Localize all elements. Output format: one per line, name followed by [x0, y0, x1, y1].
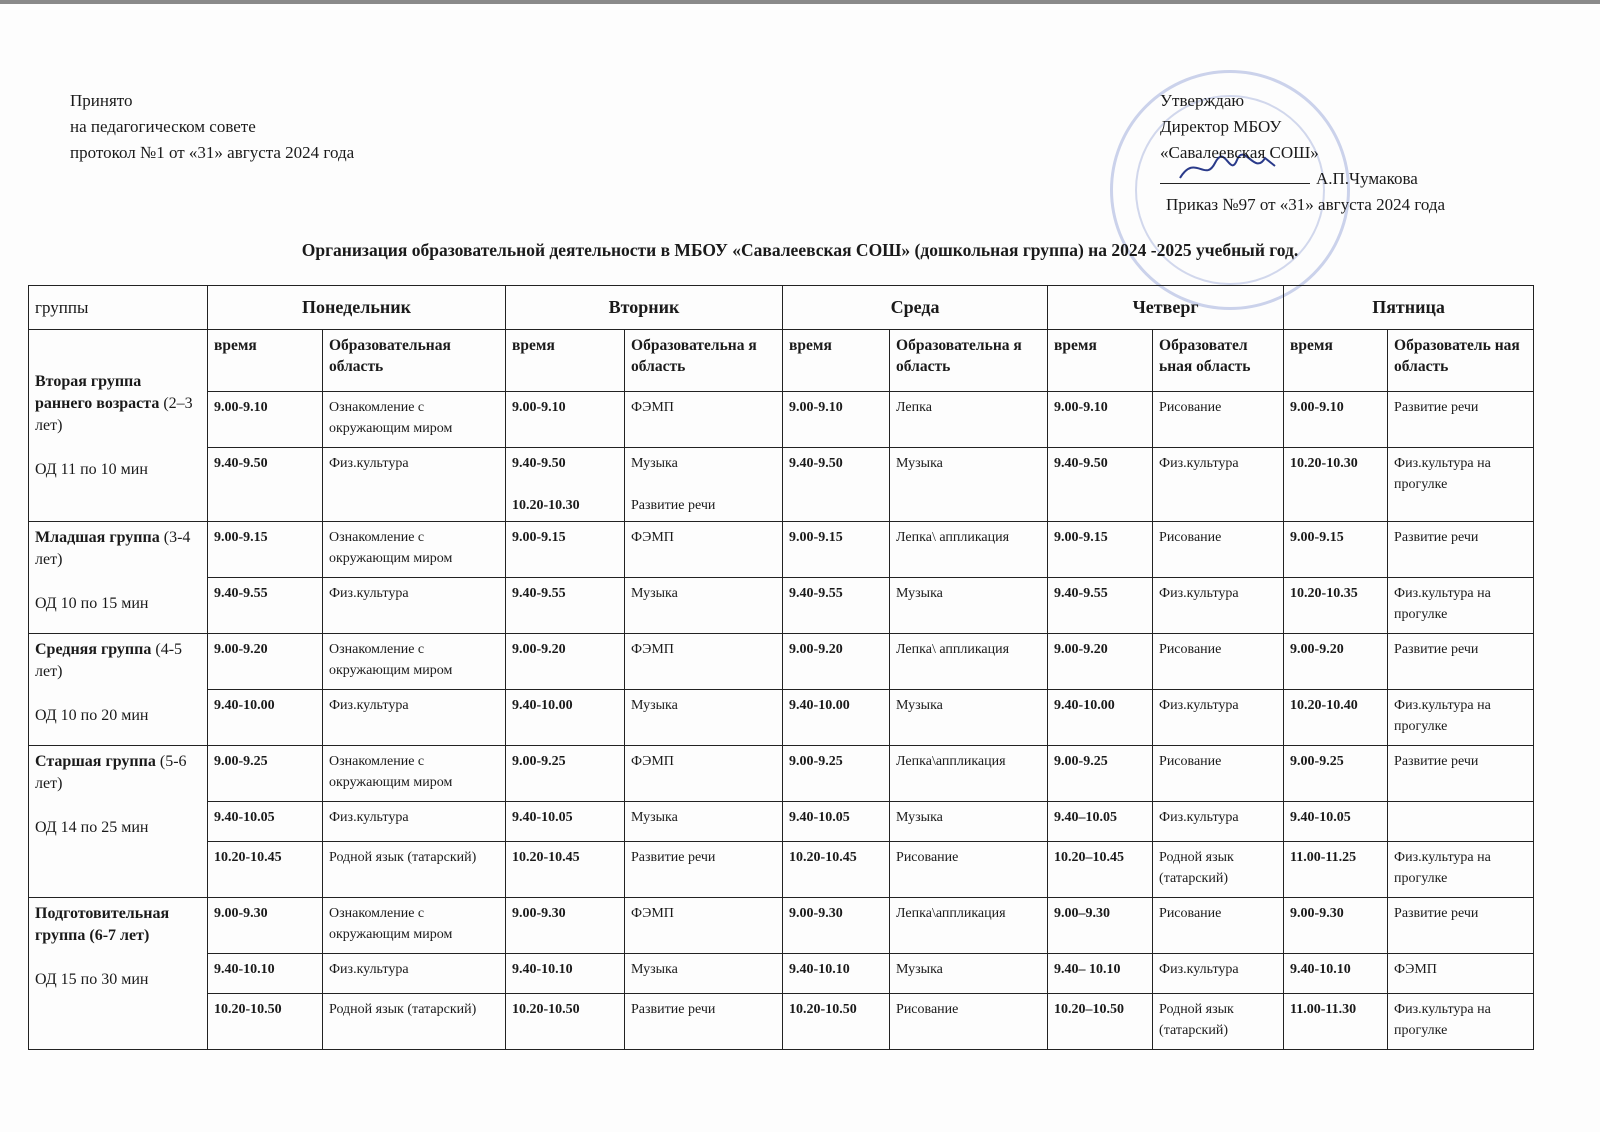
order-line: Приказ №97 от «31» августа 2024 года: [1166, 195, 1446, 214]
group-od: ОД 11 по 10 мин: [35, 460, 148, 478]
time-cell: 9.40-9.50: [783, 448, 890, 522]
subject-cell: Рисование: [1153, 746, 1284, 802]
time-header: время: [1048, 330, 1153, 392]
time-cell: 9.40-10.05: [1284, 802, 1388, 842]
time-header: время: [208, 330, 323, 392]
subject-cell: Ознакомление с окружающим миром: [323, 392, 506, 448]
time-cell: 9.00-9.10: [506, 392, 625, 448]
group-age: (4-5 лет): [35, 641, 183, 680]
time-header: время: [506, 330, 625, 392]
time-cell: 9.40-9.55: [783, 578, 890, 634]
time-cell: 9.40-9.50: [1048, 448, 1153, 522]
time-cell: 10.20-10.50: [208, 994, 323, 1050]
time-cell: 9.00-9.30: [1284, 898, 1388, 954]
time-cell: 9.40-10.10: [783, 954, 890, 994]
approved-line: Директор МБОУ: [1160, 117, 1282, 136]
subject-cell: [1388, 802, 1534, 842]
time-cell: 9.00-9.15: [208, 522, 323, 578]
subject-cell: Ознакомление с окружающим миром: [323, 522, 506, 578]
subject-cell: Музыка: [625, 954, 783, 994]
groups-header: группы: [29, 286, 208, 330]
time-cell: 9.00-9.30: [783, 898, 890, 954]
day-header: Вторник: [506, 286, 783, 330]
time-cell: 10.20-10.35: [1284, 578, 1388, 634]
subject-cell: Физ.культура на прогулке: [1388, 994, 1534, 1050]
subject-cell: Музыка Развитие речи: [625, 448, 783, 522]
subject-cell: Рисование: [1153, 898, 1284, 954]
time-cell: 10.20–10.50: [1048, 994, 1153, 1050]
subject-cell: Физ.культура: [1153, 578, 1284, 634]
table-row: [29, 448, 1534, 522]
area-header: Образовател ьная область: [1153, 330, 1284, 392]
table-row: [29, 746, 1534, 802]
time-cell: 9.00-9.15: [1048, 522, 1153, 578]
subject-cell: Рисование: [1153, 522, 1284, 578]
time-header: время: [783, 330, 890, 392]
subject-cell: Развитие речи: [1388, 746, 1534, 802]
time-cell: 9.40-9.55: [1048, 578, 1153, 634]
group-od: ОД 15 по 30 мин: [35, 971, 149, 988]
time-cell: 9.00-9.10: [1048, 392, 1153, 448]
subject-cell: Рисование: [890, 842, 1048, 898]
adopted-line: Принято: [70, 91, 133, 110]
time-cell: 9.00-9.15: [506, 522, 625, 578]
table-row: [29, 634, 1534, 690]
time-cell: 9.00-9.20: [1048, 634, 1153, 690]
area-header: Образовательная область: [323, 330, 506, 392]
subject-cell: Физ.культура: [323, 448, 506, 522]
subject-cell: Рисование: [1153, 634, 1284, 690]
time-cell: 9.40-9.55: [506, 578, 625, 634]
subject-cell: ФЭМП: [625, 898, 783, 954]
time-cell: 11.00-11.25: [1284, 842, 1388, 898]
subject-cell: Физ.культура на прогулке: [1388, 842, 1534, 898]
time-cell: 9.40-10.10: [1284, 954, 1388, 994]
time-cell: 9.00-9.10: [208, 392, 323, 448]
subject-cell: Развитие речи: [625, 842, 783, 898]
subject-cell: Физ.культура: [1153, 690, 1284, 746]
time-cell: 9.40-10.10: [208, 954, 323, 994]
subject-cell: Ознакомление с окружающим миром: [323, 746, 506, 802]
subject-cell: Музыка: [890, 448, 1048, 522]
area-header: Образовательна я область: [625, 330, 783, 392]
schedule-table: [28, 285, 1534, 1050]
group-name: Подготовительная группа (6-7 лет): [35, 905, 170, 944]
adopted-block: [70, 88, 354, 166]
subject-cell: Развитие речи: [1388, 634, 1534, 690]
approved-block: [1160, 88, 1445, 218]
time-cell: 10.20–10.45: [1048, 842, 1153, 898]
table-row: [29, 690, 1534, 746]
subject-cell: Лепка\аппликация: [890, 746, 1048, 802]
time-cell: 10.20-10.50: [506, 994, 625, 1050]
subject-cell: Музыка: [625, 690, 783, 746]
table-row: [29, 578, 1534, 634]
subject-cell: Физ.культура: [1153, 802, 1284, 842]
subject-cell: Лепка\аппликация: [890, 898, 1048, 954]
subject-cell: Родной язык (татарский): [323, 842, 506, 898]
group-cell: [29, 330, 208, 522]
subject-cell: Музыка: [625, 578, 783, 634]
time-cell: 9.40-10.00: [208, 690, 323, 746]
day-header: Пятница: [1284, 286, 1534, 330]
subject-cell: Родной язык (татарский): [1153, 994, 1284, 1050]
time-cell: 9.40–10.05: [1048, 802, 1153, 842]
subject-cell: Ознакомление с окружающим миром: [323, 898, 506, 954]
subject-cell: Родной язык (татарский): [323, 994, 506, 1050]
group-age: (2–3 лет): [35, 394, 193, 434]
day-header-row: [29, 286, 1534, 330]
time-cell: 10.20-10.40: [1284, 690, 1388, 746]
subject-cell: Рисование: [890, 994, 1048, 1050]
time-cell: 10.20-10.50: [783, 994, 890, 1050]
subject-cell: Музыка: [890, 578, 1048, 634]
time-cell: 9.40-10.00: [1048, 690, 1153, 746]
time-cell: 9.00-9.15: [1284, 522, 1388, 578]
subject-cell: Лепка\ аппликация: [890, 634, 1048, 690]
time-cell: 10.20-10.45: [208, 842, 323, 898]
time-cell: 9.40-10.05: [506, 802, 625, 842]
area-header: Образователь ная область: [1388, 330, 1534, 392]
time-cell: 9.00-9.25: [208, 746, 323, 802]
time-cell: 9.00-9.25: [1048, 746, 1153, 802]
time-cell: 10.20-10.45: [506, 842, 625, 898]
table-row: [29, 898, 1534, 954]
subject-cell: ФЭМП: [625, 634, 783, 690]
subject-cell: Физ.культура: [323, 690, 506, 746]
subject-cell: Физ.культура: [323, 802, 506, 842]
subject-cell: Родной язык (татарский): [1153, 842, 1284, 898]
time-header: время: [1284, 330, 1388, 392]
group-cell: [29, 898, 208, 1050]
subject-cell: ФЭМП: [625, 746, 783, 802]
time-cell: 9.40-10.05: [783, 802, 890, 842]
time-cell: 9.40-10.05: [208, 802, 323, 842]
table-row: [29, 842, 1534, 898]
subject-cell: Музыка: [890, 690, 1048, 746]
time-cell: 9.40-10.00: [783, 690, 890, 746]
subject-cell: Физ.культура: [323, 954, 506, 994]
subject-cell: Физ.культура: [1153, 448, 1284, 522]
subject-cell: Физ.культура на прогулке: [1388, 578, 1534, 634]
time-cell: 9.00-9.10: [783, 392, 890, 448]
subject-cell: Развитие речи: [1388, 522, 1534, 578]
time-cell: 9.00–9.30: [1048, 898, 1153, 954]
subject-cell: Физ.культура: [1153, 954, 1284, 994]
table-row: [29, 994, 1534, 1050]
group-od: ОД 10 по 20 мин: [35, 707, 149, 724]
group-od: ОД 10 по 15 мин: [35, 595, 149, 612]
scan-edge: [0, 0, 1600, 4]
time-cell: 9.40-9.50 10.20-10.30: [506, 448, 625, 522]
subject-cell: Музыка: [625, 802, 783, 842]
subject-cell: Лепка\ аппликация: [890, 522, 1048, 578]
time-cell: 9.00-9.20: [506, 634, 625, 690]
group-cell: [29, 634, 208, 746]
time-cell: 9.00-9.25: [506, 746, 625, 802]
time-cell: 9.40-9.50: [208, 448, 323, 522]
subject-cell: Ознакомление с окружающим миром: [323, 634, 506, 690]
group-od: ОД 14 по 25 мин: [35, 819, 149, 836]
approved-line: Утверждаю: [1160, 91, 1245, 110]
time-cell: 9.40-10.00: [506, 690, 625, 746]
signature-line: [1160, 167, 1310, 184]
document-title: Организация образовательной деятельности в МБОУ «Савалеевская СОШ» (дошкольная группа) на 2024 -2025 учебный год.: [301, 240, 1299, 260]
group-name: Вторая группа раннего возраста: [35, 372, 160, 412]
subject-cell: ФЭМП: [625, 522, 783, 578]
time-cell: 9.00-9.15: [783, 522, 890, 578]
time-cell: 10.20-10.30: [1284, 448, 1388, 522]
day-header: Среда: [783, 286, 1048, 330]
time-cell: 9.40– 10.10: [1048, 954, 1153, 994]
subject-cell: Лепка: [890, 392, 1048, 448]
time-cell: 9.00-9.30: [208, 898, 323, 954]
group-name: Младшая группа: [35, 529, 160, 546]
subject-cell: Рисование: [1153, 392, 1284, 448]
time-cell: 9.00-9.25: [1284, 746, 1388, 802]
director-name: А.П.Чумакова: [1316, 169, 1418, 188]
subject-cell: Физ.культура: [323, 578, 506, 634]
time-cell: 11.00-11.30: [1284, 994, 1388, 1050]
adopted-line: на педагогическом совете: [70, 117, 256, 136]
group-age: (5-6 лет): [35, 753, 187, 792]
subject-cell: Развитие речи: [625, 994, 783, 1050]
subject-cell: Музыка: [890, 954, 1048, 994]
subject-cell: Развитие речи: [1388, 392, 1534, 448]
group-cell: [29, 522, 208, 634]
time-cell: 9.40-10.10: [506, 954, 625, 994]
table-row: [29, 802, 1534, 842]
time-cell: 9.00-9.20: [208, 634, 323, 690]
subject-cell: Развитие речи: [1388, 898, 1534, 954]
subheader-row: [29, 330, 1534, 392]
group-name: Средняя группа: [35, 641, 152, 658]
approved-line: «Савалеевская СОШ»: [1160, 143, 1319, 162]
adopted-line: протокол №1 от «31» августа 2024 года: [70, 143, 355, 162]
subject-cell: Музыка: [890, 802, 1048, 842]
time-cell: 9.00-9.20: [783, 634, 890, 690]
time-cell: 9.00-9.20: [1284, 634, 1388, 690]
group-cell: [29, 746, 208, 898]
table-row: [29, 954, 1534, 994]
subject-cell: Физ.культура на прогулке: [1388, 690, 1534, 746]
time-cell: 9.00-9.10: [1284, 392, 1388, 448]
time-cell: 9.40-9.55: [208, 578, 323, 634]
group-age: (3-4 лет): [35, 529, 191, 568]
area-header: Образовательна я область: [890, 330, 1048, 392]
table-row: [29, 392, 1534, 448]
subject-cell: Физ.культура на прогулке: [1388, 448, 1534, 522]
subject-cell: ФЭМП: [625, 392, 783, 448]
day-header: Четверг: [1048, 286, 1284, 330]
time-cell: 9.00-9.30: [506, 898, 625, 954]
time-cell: 9.00-9.25: [783, 746, 890, 802]
time-cell: 10.20-10.45: [783, 842, 890, 898]
day-header: Понедельник: [208, 286, 506, 330]
group-name: Старшая группа: [35, 753, 156, 770]
table-row: [29, 522, 1534, 578]
subject-cell: ФЭМП: [1388, 954, 1534, 994]
